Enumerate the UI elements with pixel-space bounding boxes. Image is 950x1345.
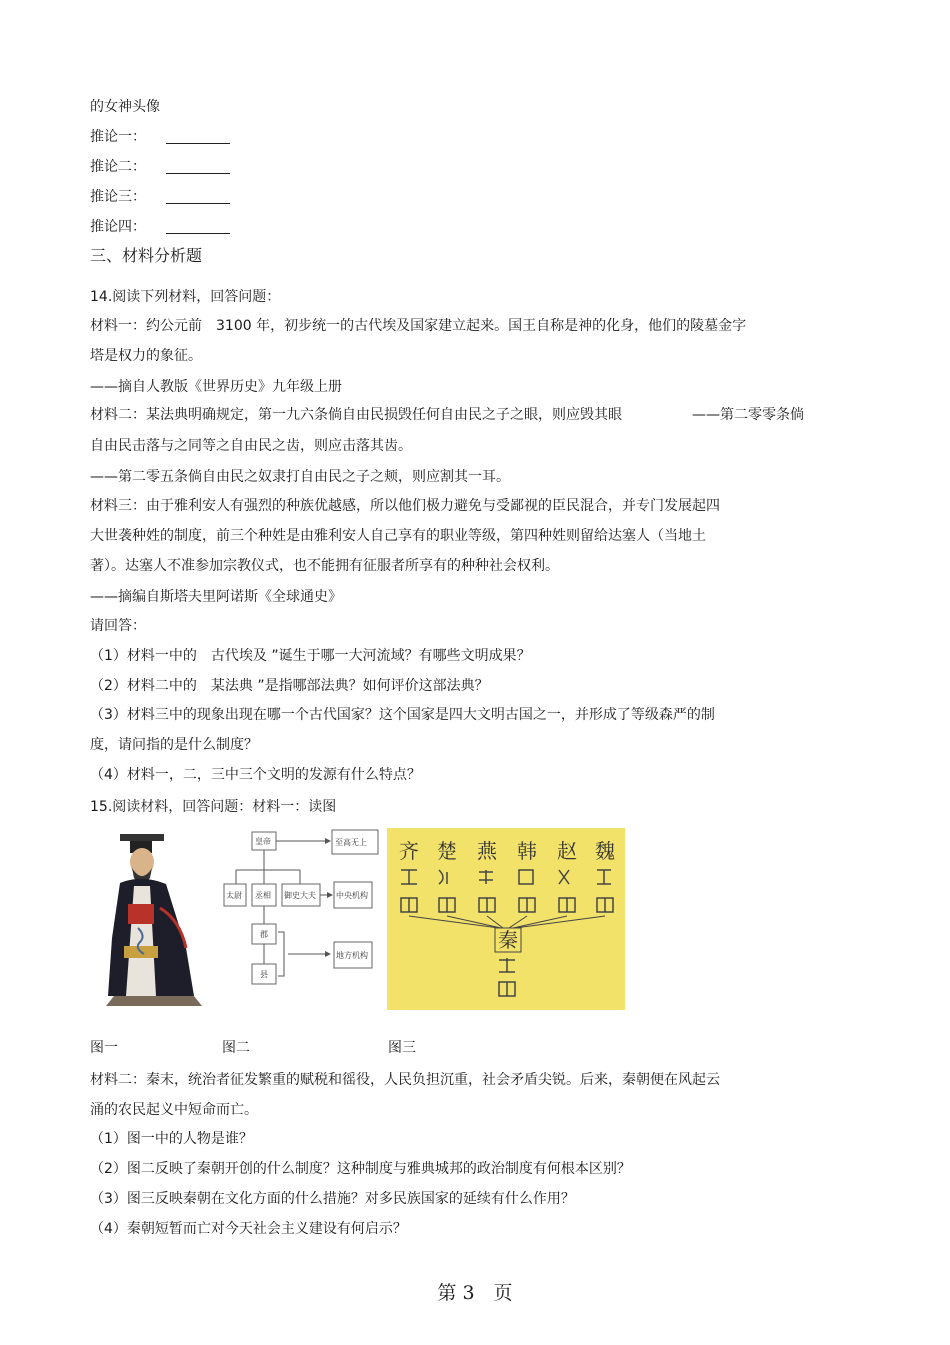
q14-subq3-line2: 度，请问指的是什么制度？: [90, 737, 258, 753]
state-yan: 燕: [477, 839, 497, 863]
state-han: 韩: [517, 839, 537, 863]
q15-subq3: （3）图三反映秦朝在文化方面的什么措施？对多民族国家的延续有什么作用？: [90, 1191, 575, 1207]
label-central: 中央机构: [336, 891, 368, 900]
q14-material2-line1: 材料二：某法典明确规定，第一九六条倘自由民损毁任何自由民之子之眼，则应毁其眼 ——第二零零条倘: [90, 407, 804, 423]
inference-label: 推论三：: [90, 189, 146, 205]
label-jun: 郡: [260, 930, 268, 939]
answer-blank[interactable]: [166, 219, 230, 234]
state-chu: 楚: [437, 839, 457, 863]
answer-blank[interactable]: [166, 159, 230, 174]
q15-material2-line1: 材料二：秦末，统治者征发繁重的赋税和徭役，人民负担沉重，社会矛盾尖锐。后来，秦朝便在风起云: [90, 1072, 720, 1088]
q14-intro: 14.阅读下列材料，回答问题：: [90, 289, 281, 305]
label-yushi: 御史大夫: [284, 891, 316, 900]
label-emperor: 皇帝: [255, 837, 271, 846]
state-zhao: 赵: [557, 839, 577, 863]
label-xian: 县: [260, 970, 268, 979]
label-supreme: 至高无上: [335, 838, 367, 847]
q15-subq1: （1）图一中的人物是谁？: [90, 1131, 253, 1147]
caption-figure1: 图一: [90, 1040, 118, 1056]
q14-material3-line2: 大世袭种姓的制度，前三个种姓是由雅利安人自己享有的职业等级，第四种姓则留给达塞人（当地土: [90, 528, 706, 544]
state-wei: 魏: [595, 839, 615, 863]
inference-line-2: [90, 158, 230, 176]
q14-ask: 请回答：: [90, 618, 146, 634]
caption-figure3: 图三: [388, 1040, 416, 1056]
inference-line-4: [90, 218, 230, 236]
label-chengxiang: 丞相: [255, 891, 271, 900]
q14-material1-line2: 塔是权力的象征。: [90, 348, 202, 364]
inference-line-1: [90, 128, 230, 146]
figure2-government-diagram: [222, 828, 382, 1010]
continued-text: 的女神头像: [90, 99, 160, 115]
section-heading: 三、材料分析题: [90, 246, 203, 265]
q14-subq1: （1）材料一中的 古代埃及 ”诞生于哪一大河流域？有哪些文明成果？: [90, 648, 531, 664]
q15-material2-line2: 涌的农民起义中短命而亡。: [90, 1102, 258, 1118]
q15-subq2: （2）图二反映了秦朝开创的什么制度？这种制度与雅典城邦的政治制度有何根本区别？: [90, 1161, 631, 1177]
q14-material2-line3: ——第二零五条倘自由民之奴隶打自由民之子之颊，则应割其一耳。: [90, 469, 510, 485]
label-local: 地方机构: [336, 951, 368, 960]
inference-line-3: [90, 188, 230, 206]
answer-blank[interactable]: [166, 189, 230, 204]
q14-material1-line1: 材料一：约公元前 3100 年，初步统一的古代埃及国家建立起来。国王自称是神的化身，他们的陵墓金字: [90, 318, 747, 334]
label-taiwei: 太尉: [226, 891, 242, 900]
figure3-script-unification: [387, 828, 625, 1010]
q14-material3-line1: 材料三：由于雅利安人有强烈的种族优越感，所以他们极力避免与受鄙视的臣民混合，并专门发展起四: [90, 498, 720, 514]
figure1-emperor-portrait: [90, 828, 220, 1008]
page-number: 第 3 页: [437, 1282, 513, 1304]
q14-material3-source: ——摘编自斯塔夫里阿诺斯《全球通史》: [90, 589, 342, 605]
inference-label: 推论二：: [90, 159, 146, 175]
state-qin: 秦: [498, 928, 518, 952]
inference-label: 推论一：: [90, 129, 146, 145]
state-qi: 齐: [399, 839, 419, 863]
answer-blank[interactable]: [166, 129, 230, 144]
caption-figure2: 图二: [222, 1040, 250, 1056]
q14-material3-line3: 著）。达塞人不准参加宗教仪式，也不能拥有征服者所享有的种种社会权利。: [90, 558, 559, 574]
q14-subq3-line1: （3）材料三中的现象出现在哪一个古代国家？这个国家是四大文明古国之一，并形成了等级森严的制: [90, 707, 715, 723]
inference-label: 推论四：: [90, 219, 146, 235]
q15-subq4: （4）秦朝短暂而亡对今天社会主义建设有何启示？: [90, 1221, 407, 1237]
q15-intro: 15.阅读材料，回答问题：材料一：读图: [90, 799, 337, 815]
q14-subq4: （4）材料一，二，三中三个文明的发源有什么特点？: [90, 767, 421, 783]
q14-subq2: （2）材料二中的 某法典 ”是指哪部法典？如何评价这部法典？: [90, 678, 489, 694]
q14-material1-source: ——摘自人教版《世界历史》九年级上册: [90, 379, 342, 395]
q14-material2-line2: 自由民击落与之同等之自由民之齿，则应击落其齿。: [90, 438, 412, 454]
